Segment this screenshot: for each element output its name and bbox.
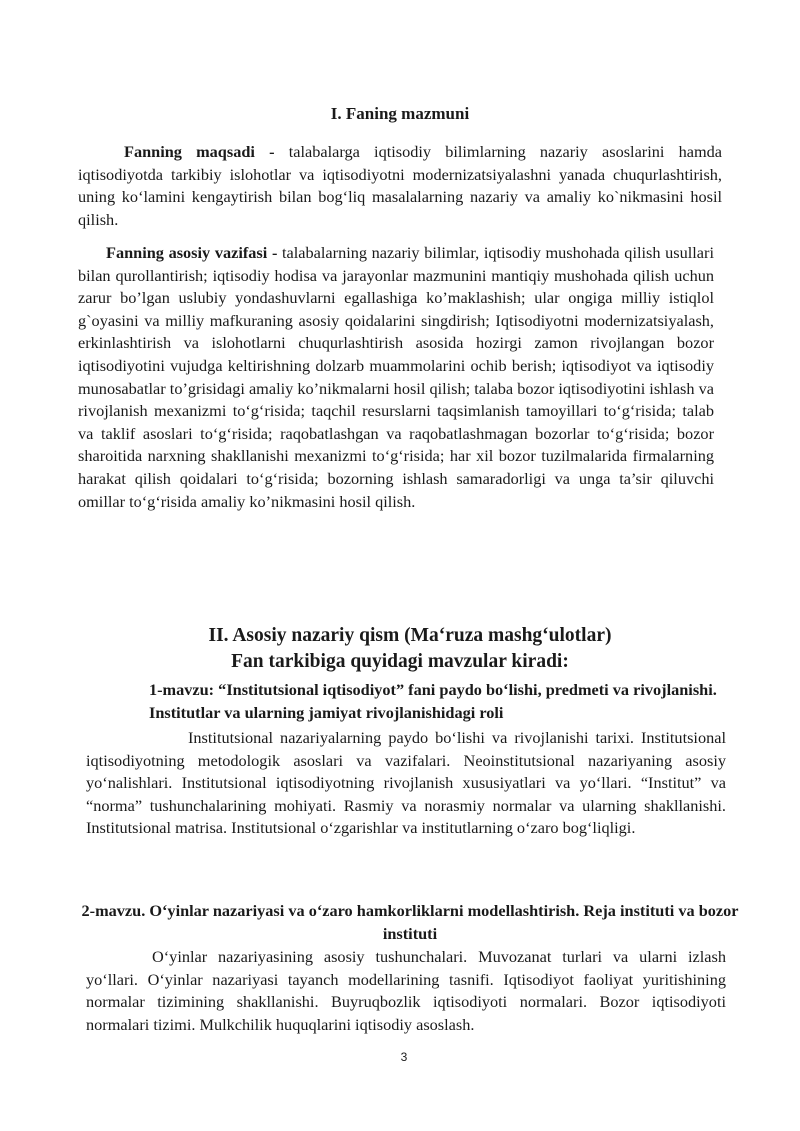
course-tasks-label: Fanning asosiy vazifasi -	[106, 243, 278, 262]
topic-1-title: 1-mavzu: “Institutsional iqtisodiyot” fani paydo bo‘lishi, predmeti va rivojlanishi. Institutlar va ularning jamiyat rivojlanishidagi roli	[149, 680, 717, 722]
course-tasks-text: talabalarning nazariy bilimlar, iqtisodiy mushohada qilish usullari bilan qurollantirish; iqtisodiy hodisa va jarayonlar mazmunini mantiqiy mushohada qilish uchun zarur bo’lgan uslubiy yondashuvlarni egallashiga ko’maklashish; ular ongiga milliy istiqlol g`oyasini va milliy mafkuraning asosiy qoidalarini singdirish; Iqtisodiyotni modernizatsiyalash, erkinlashtirish va islohotlarni chuqurlashtirish asosida hozirgi zamon rivojlangan bozor iqtisodiyotini vujudga keltirishning dolzarb muammolarini ochib berish; iqtisodiyot va iqtisodiy munosabatlar to’grisidagi amaliy ko’nikmalarni hosil qilish; talaba bozor iqtisodiyotini ishlash va rivojlanish mexanizmi to‘g‘risida; taqchil resurslarni taqsimlanish tamoyillari to‘g‘risida; talab va taklif asoslari to‘g‘risida; raqobatlashgan va raqobatlashmagan bozorlar to‘g‘risida; bozor sharoitida narxning shakllanishi mexanizmi to‘g‘risida; har xil bozor tuzilmalarida firmalarning harakat qilish qoidalari to‘g‘risida; bozorning ishlash samaradorligi va unga ta’sir qiluvchi omillar to‘g‘risida amaliy ko’nikmasini hosil qilish.	[78, 243, 714, 511]
topic-2-title: 2-mavzu. O‘yinlar nazariyasi va o‘zaro hamkorliklarni modellashtirish. Reja instituti va bozor instituti	[81, 901, 739, 943]
section-2-subheading: Fan tarkibiga quyidagi mavzular kiradi:	[231, 651, 569, 672]
course-goal-paragraph	[78, 141, 722, 231]
topic-2-text: O‘yinlar nazariyasining asosiy tushunchalari. Muvozanat turlari va ularni izlash yo‘llari. O‘yinlar nazariyasi tayanch modellarining tasnifi. Iqtisodiyot faoliyat yuritishining normalar tizimining shakllanishi. Buyruqbozlik iqtisodiyoti normalari. Bozor iqtisodiyoti normalari tizimi. Mulkchilik huquqlarini iqtisodiy asoslash.	[86, 947, 726, 1034]
page-number: 3	[400, 1050, 408, 1064]
topic-1-text: Institutsional nazariyalarning paydo bo‘lishi va rivojlanishi tarixi. Institutsional iqtisodiyotning metodologik asoslari va vazifalari. Neoinstitutsional nazariyaning asosiy yo‘nalishlari. Institutsional iqtisodiyotning rivojlanish xususiyatlari va yo‘llari. “Institut” va “norma” tushunchalarining mohiyati. Rasmiy va norasmiy normalar va ularning shakllanishi. Institutsional matrisa. Institutsional o‘zgarishlar va institutlarning o‘zaro bog‘liqligi.	[86, 728, 726, 838]
course-tasks-paragraph	[78, 242, 714, 513]
section-1-heading: I. Faning mazmuni	[330, 104, 470, 123]
section-2-heading: II. Asosiy nazariy qism (Ma‘ruza mashg‘ulotlar)	[208, 625, 612, 646]
course-goal-text: talabalarga iqtisodiy bilimlarning nazariy asoslarini hamda iqtisodiyotda tarkibiy islohotlar va iqtisodiyotni modernizatsiyalashni yanada chuqurlashtirish, uning ko‘lamini kengaytirish bilan bog‘liq masalalarning nazariy va amaliy ko`nikmasini hosil qilish.	[78, 142, 722, 229]
course-goal-label: Fanning maqsadi -	[124, 142, 275, 161]
